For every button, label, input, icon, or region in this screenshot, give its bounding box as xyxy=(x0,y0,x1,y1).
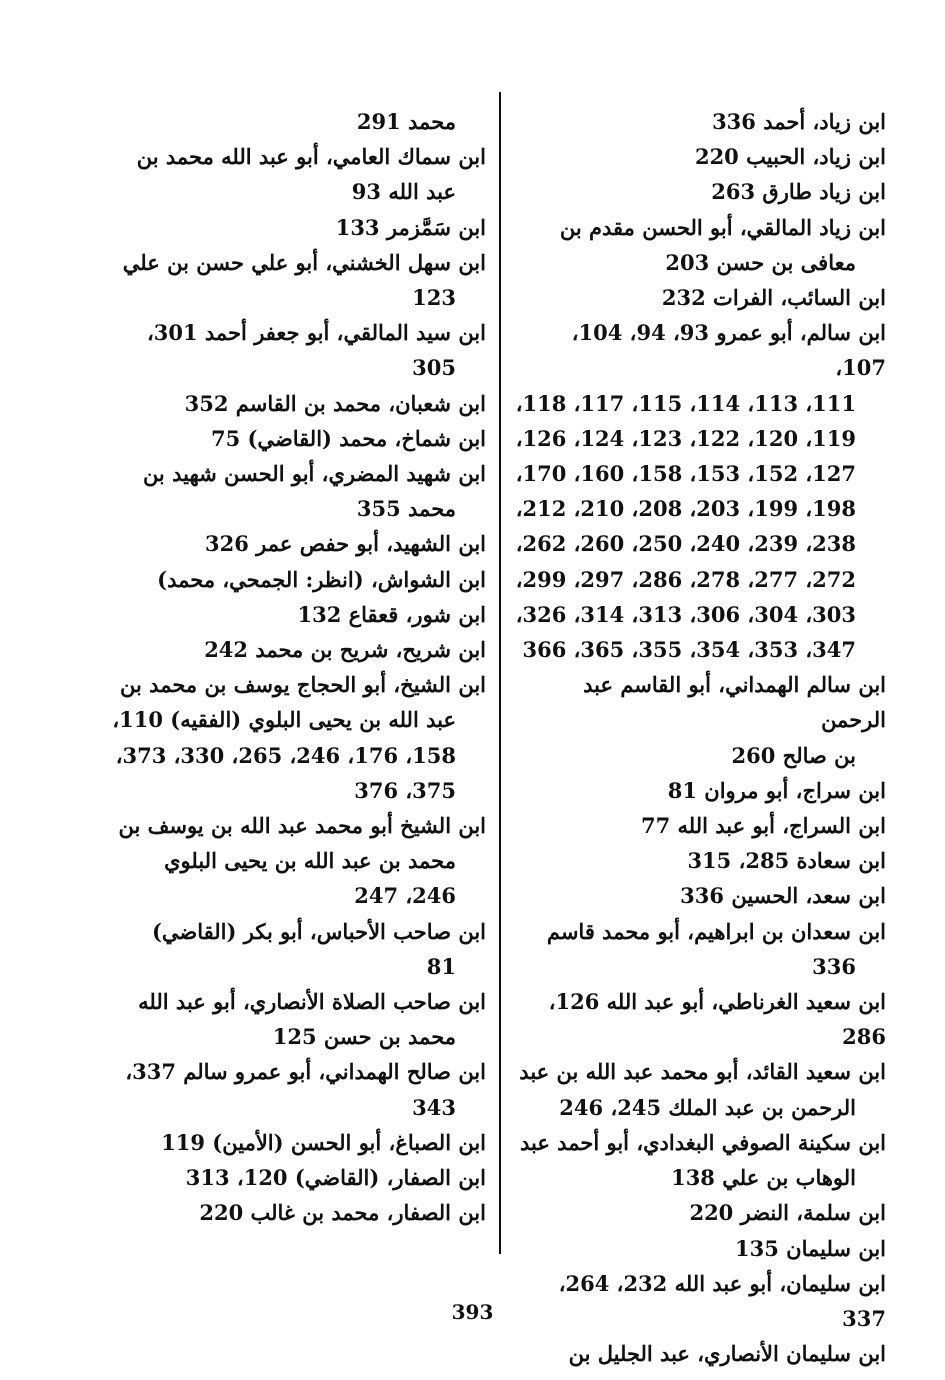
index-line: 127، 152، 153، 158، 160، 170، xyxy=(515,461,856,487)
index-line: ابن شهيد المضري، أبو الحسن شهيد بن xyxy=(142,461,486,487)
index-line: ابن السراج، أبو عبد الله 77 xyxy=(640,813,886,839)
index-line: ابن صالح الهمداني، أبو عمرو سالم 337، xyxy=(125,1059,486,1085)
index-line: ابن زياد، أحمد 336 xyxy=(712,109,886,134)
index-line: ابن سليمان الأنصاري، عبد الجليل بن xyxy=(568,1341,886,1367)
index-line: ابن سكينة الصوفي البغدادي، أبو أحمد عبد xyxy=(519,1129,886,1155)
index-line: الرحمن بن عبد الملك 245، 246 xyxy=(559,1094,856,1120)
index-line: محمد 291 xyxy=(356,109,456,134)
index-line: محمد 355 xyxy=(356,496,456,522)
index-line: 347، 353، 354، 355، 365، 366 xyxy=(522,637,856,663)
index-line: 305 xyxy=(412,355,456,381)
index-column-right xyxy=(514,104,886,1371)
index-line: 238، 239، 240، 250، 260، 262، xyxy=(515,531,856,557)
index-line: ابن الصفار، محمد بن غالب 220 xyxy=(199,1200,486,1226)
index-line: 158، 176، 246، 265، 330، 373، xyxy=(115,742,456,768)
index-line: 343 xyxy=(412,1094,456,1120)
index-line: ابن سلمة، النضر 220 xyxy=(689,1200,886,1226)
index-line: ابن سعيد القائد، أبو محمد عبد الله بن عبد xyxy=(519,1059,886,1085)
index-line: 303، 304، 306، 313، 314، 326، xyxy=(515,601,856,627)
index-line: محمد بن حسن 125 xyxy=(272,1024,456,1050)
index-line: ابن سعيد الغرناطي، أبو عبد الله 126، 286 xyxy=(548,989,886,1050)
index-line: ابن الشيخ أبو محمد عبد الله بن يوسف بن xyxy=(118,813,486,839)
index-line: ابن الشيخ، أبو الحجاج يوسف بن محمد بن xyxy=(120,672,486,698)
index-line: 81 xyxy=(426,953,456,979)
index-line: ابن سالم، أبو عمرو 93، 94، 104، 107، xyxy=(571,320,886,381)
index-line: عبد الله بن يحيى البلوي (الفقيه) 110، xyxy=(112,707,456,733)
index-line: ابن الشهيد، أبو حفص عمر 326 xyxy=(205,531,486,557)
index-line: 123 xyxy=(412,285,456,311)
index-line: 272، 277، 278، 286، 297، 299، xyxy=(515,566,856,592)
index-line: 246، 247 xyxy=(354,883,456,909)
index-line: ابن شماخ، محمد (القاضي) 75 xyxy=(210,425,486,451)
index-line: ابن سراج، أبو مروان 81 xyxy=(667,777,886,803)
index-line: 375، 376 xyxy=(354,777,456,803)
index-line: ابن سيد المالقي، أبو جعفر أحمد 301، xyxy=(146,320,486,346)
index-line: ابن الصفار، (القاضي) 120، 313 xyxy=(185,1165,486,1191)
index-line: ابن سماك العامي، أبو عبد الله محمد بن xyxy=(136,144,486,170)
index-line: ابن الصباغ، أبو الحسن (الأمين) 119 xyxy=(161,1129,486,1155)
index-line: 111، 113، 114، 115، 117، 118، xyxy=(515,390,856,416)
column-divider xyxy=(499,92,501,1254)
index-line: ابن صاحب الأحباس، أبو بكر (القاضي) xyxy=(151,918,486,944)
index-line: ابن شور، قعقاع 132 xyxy=(297,601,486,627)
index-line: ابن زياد المالقي، أبو الحسن مقدم بن xyxy=(559,214,886,240)
index-line: بن صالح 260 xyxy=(731,742,856,768)
index-line: ابن سعادة 285، 315 xyxy=(687,848,886,874)
index-line: 336 xyxy=(812,953,856,979)
index-line: ابن شعبان، محمد بن القاسم 352 xyxy=(184,390,486,416)
index-column-left xyxy=(110,104,486,1231)
index-line: محمد بن عبد الله بن يحيى البلوي xyxy=(164,848,456,874)
page-number: 393 xyxy=(451,1300,494,1324)
index-line: ابن سليمان 135 xyxy=(735,1235,886,1261)
index-line: 119، 120، 122، 123، 124، 126، xyxy=(515,425,856,451)
index-line: عبد الله 93 xyxy=(351,179,456,205)
index-line: ابن الشواش، (انظر: الجمحي، محمد) xyxy=(157,566,486,592)
index-line: 198، 199، 203، 208، 210، 212، xyxy=(515,496,856,522)
index-line: الوهاب بن علي 138 xyxy=(671,1165,856,1191)
index-line: ابن السائب، الفرات 232 xyxy=(661,285,886,311)
index-line: ابن سليمان، أبو عبد الله 232، 264، 337 xyxy=(558,1270,886,1331)
index-line: ابن سعد، الحسين 336 xyxy=(680,883,886,909)
index-line: معافى بن حسن 203 xyxy=(665,249,856,275)
index-line: ابن زياد، الحبيب 220 xyxy=(694,144,886,170)
index-line: ابن سهل الخشني، أبو علي حسن بن علي xyxy=(122,249,486,275)
index-line: ابن سعدان بن ابراهيم، أبو محمد قاسم xyxy=(546,918,886,944)
index-line: ابن زياد طارق 263 xyxy=(711,179,886,205)
index-line: ابن سالم الهمداني، أبو القاسم عبد الرحمن xyxy=(583,672,886,733)
index-line: ابن شريح، شريح بن محمد 242 xyxy=(204,637,486,663)
index-line: ابن سَمَّزمر 133 xyxy=(335,214,486,240)
index-line: ابن صاحب الصلاة الأنصاري، أبو عبد الله xyxy=(138,989,486,1015)
